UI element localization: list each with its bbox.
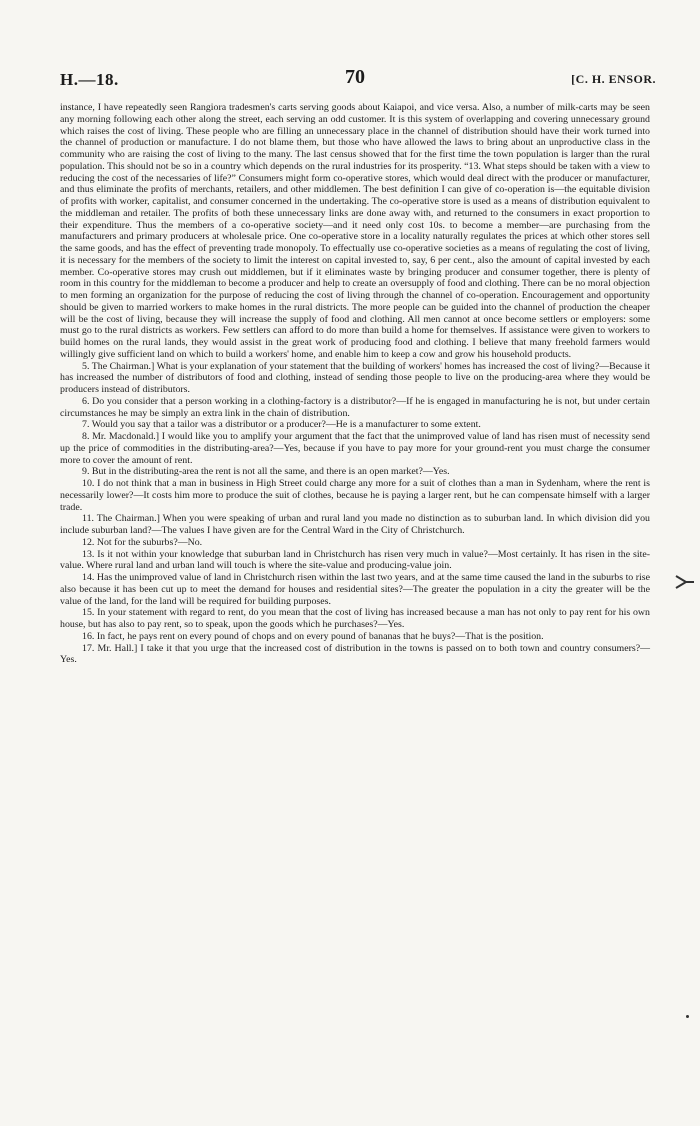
witness-name: [C. H. ENSOR.	[571, 72, 656, 86]
question-6: 6. Do you consider that a person working in a clothing-factory is a distributor?—If he is engaged in manufacturing he is not, but under certain circumstances he may be simply an extra link in the chain of distribution.	[60, 395, 650, 419]
page-number: 70	[345, 66, 365, 88]
margin-dot	[686, 1015, 689, 1018]
question-16: 16. In fact, he pays rent on every pound of chops and on every pound of bananas that he buys?—That is the position.	[82, 630, 544, 642]
question-8: 8. Mr. Macdonald.] I would like you to amplify your argument that the fact that the unimproved value of land has risen must of necessity send up the price of commodities in the distributing-area?—Yes, because if you have to pay more for your ground-rent you must charge the consumer more to cover the amount of rent.	[60, 431, 650, 466]
body-text	[60, 102, 650, 666]
question-10: 10. I do not think that a man in business in High Street could charge any more for a suit of clothes than a man in Sydenham, where the rent is necessarily lower?—It costs him more to produce the suit of clothes, because he is paying a larger rent, but he can compensate himself with a larger trade.	[60, 478, 650, 513]
question-17: 17. Mr. Hall.] I take it that you urge that the increased cost of distribution in the towns is passed on to both town and country consumers?—Yes.	[60, 642, 650, 666]
page-header	[60, 66, 656, 92]
question-12: 12. Not for the suburbs?—No.	[82, 536, 203, 548]
report-code: H.—18.	[60, 70, 119, 89]
question-13: 13. Is it not within your knowledge that suburban land in Christchurch has risen very much in value?—Most certainly. It has risen in the site-value. Where rural land and urban land will touch is where the site-value and producing-value join.	[60, 548, 650, 572]
question-11: 11. The Chairman.] When you were speaking of urban and rural land you made no distinction as to suburban land. In which division did you include suburban land?—The values I have given are for the Central Ward in the City of Christchurch.	[60, 513, 650, 536]
question-9: 9. But in the distributing-area the rent is not all the same, and there is an open market?—Yes.	[82, 466, 450, 478]
question-5: 5. The Chairman.] What is your explanation of your statement that the building of workers' homes has increased the cost of living?—Because it has increased the number of distributors of food and clothing, instead of sending those people to live on the producing-area where they would be producers instead of distributors.	[60, 360, 650, 395]
paragraph-continuation: instance, I have repeatedly seen Rangiora tradesmen's carts serving goods about Kaiapoi, and vice versa. Also, a number of milk-carts may be seen any morning following each other along the street, each serving an odd customer. It is this system of overlapping and covering unnecessary ground which raises the cost of living. These people who are filling an unnecessary place in the channel of distribution should have their work turned into the channel of production or manufacture. I do not blame them, but those who have allowed the laws to bring about an unproductive class in the community who are raising the cost of living to the many. The last census showed that for the first time the town population is larger than the rural population. This should not be so in a country which depends on the rural industries for its prosperity. “13. What steps should be taken with a view to reducing the cost of the necessaries of life?” Consumers might form co-operative stores, which would deal direct with the producer or manufacturer, and thus eliminate the profits of merchants, retailers, and other middlemen. The best definition I can give of co-operation is—the equitable division of profits with worker, capitalist, and consumer concerned in the undertaking. The co-operative store is used as a means of distribution equivalent to the middleman and retailer. The profits of both these unnecessary links are done away with, and returned to the consumers in exact proportion to their expenditure. Thus the members of a co-operative society—and it need only cost 10s. to become a member—are purchasing from the manufacturers and primary producers at wholesale price. One co-operative store in a locality naturally regulates the prices at which other stores sell the same goods, and has the effect of preventing trade monopoly. To effectually use co-operative societies as a means of regulating the cost of living, it is necessary for the members of the society to limit the interest on capital invested to, say, 6 per cent., also the amount of capital invested by each member. Co-operative stores may crush out middlemen, but if it eliminates waste by bringing producer and consumer together, there is plenty of room in this country for the middleman to become a producer and help to create an oversupply of food and clothing. There can be no moral objection to men forming an organization for the purpose of reducing the cost of living through the channel of co-operation. Encouragement and opportunity should be given to married workers to make homes in the rural districts. The more people can be guided into the channel of production the cheaper will be the cost of living, because they will increase the supply of food and clothing. All men cannot at once become settlers or employers: some must go to the rural districts as workers. Few settlers can afford to do more than build a home for themselves. If assistance were given to workers to build homes on the rural lands, they would assist in the great work of producing food and clothing. I believe that many freehold farmers would willingly give sufficient land on which to build a workers' home, and enable him to keep a cow and grow his household products.	[60, 102, 650, 360]
question-14: 14. Has the unimproved value of land in Christchurch risen within the last two years, and at the same time caused the land in the suburbs to rise also because it has been cut up to meet the demand for houses and residential sites?—The greater the population in a city the greater will be the value of the land, for the land will be required for building purposes.	[60, 572, 650, 607]
question-15: 15. In your statement with regard to rent, do you mean that the cost of living has increased because a man has not only to pay rent for his own house, but has also to pay rent, so to speak, upon the goods which he purchases?—Yes.	[60, 607, 650, 630]
document-page	[60, 66, 656, 666]
question-7: 7. Would you say that a tailor was a distributor or a producer?—He is a manufacturer to some extent.	[82, 419, 481, 431]
margin-bracket-mark	[674, 570, 696, 592]
